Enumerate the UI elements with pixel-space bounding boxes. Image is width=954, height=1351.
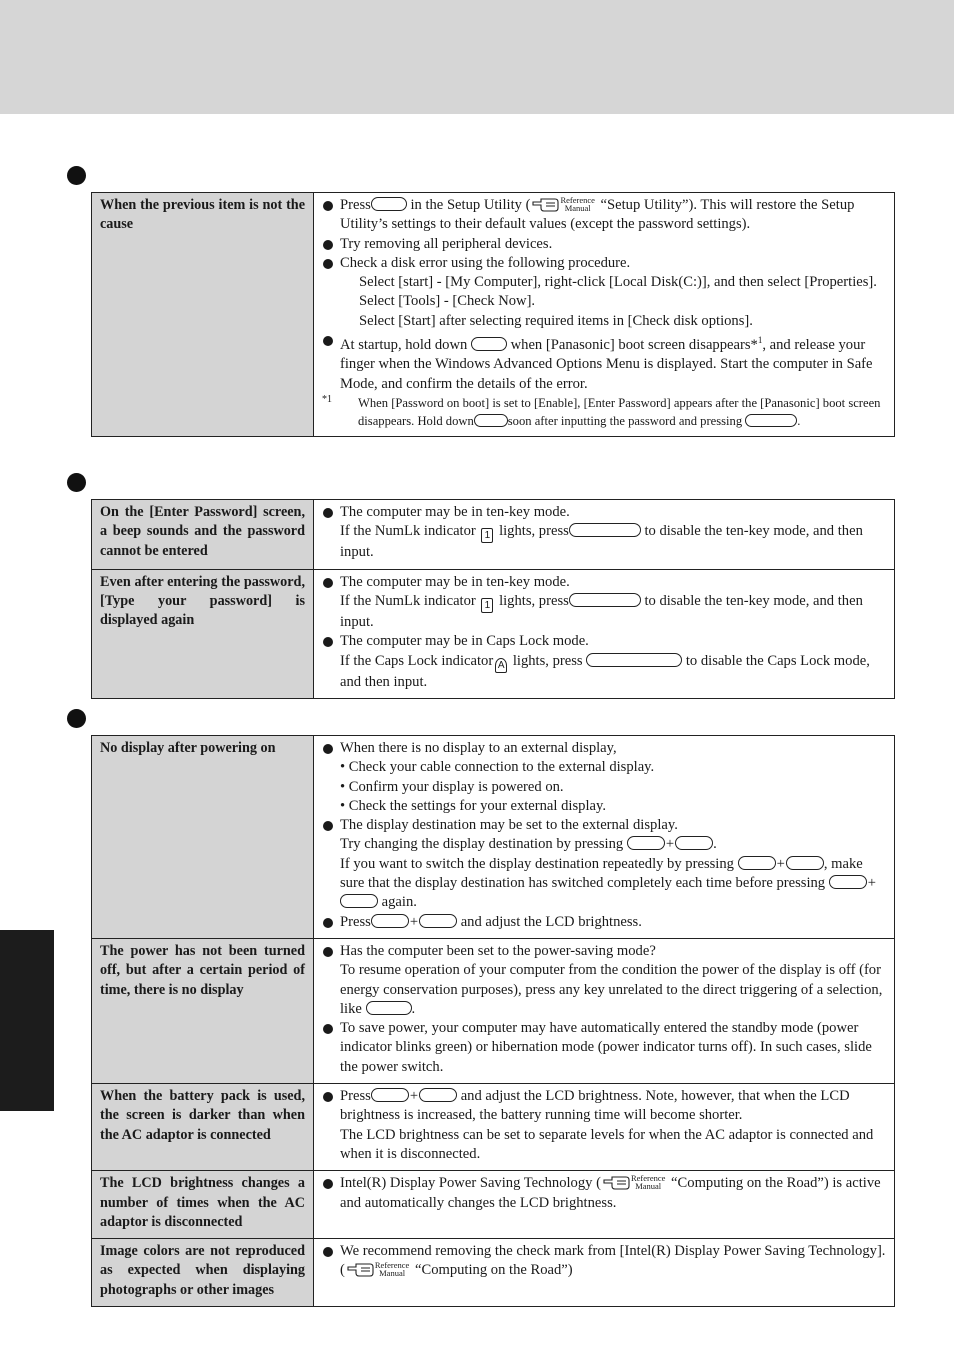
- list-item-detail: To resume operation of your computer from the condition the power of the display is off (for energy conservation purposes), press any key unrelated to the direct triggering of a selection, like .: [340, 962, 883, 1017]
- list-item-detail: If the NumLk indicator 1 lights, press to disable the ten-key mode, and then input.: [340, 523, 863, 561]
- table-row: [92, 736, 895, 939]
- footnote: *1 When [Password on boot] is set to [Enable], [Enter Password] appears after the [Panasonic] boot screen disappears. Hold down soon after inputting the password and pressing .: [322, 393, 881, 428]
- list-item-detail: If the Caps Lock indicator A lights, press to disable the Caps Lock mode, and then input.: [340, 652, 870, 690]
- list-item-detail: If you want to switch the display destination repeatedly by pressing + , make sure that the display destination has switched completely each time before pressing + again.: [340, 855, 876, 911]
- key-fn-icon: [738, 856, 776, 870]
- problem-cell: No display after powering on: [92, 736, 314, 939]
- list-item-detail: If the NumLk indicator 1 lights, press to disable the ten-key mode, and then input.: [340, 593, 863, 631]
- side-chapter-tab: [0, 930, 54, 1111]
- solution-cell: [314, 1171, 895, 1239]
- list-item: The display destination may be set to the external display.: [322, 816, 886, 835]
- key-fn-icon: [829, 875, 867, 889]
- list-item-detail: Try changing the display destination by pressing + .: [340, 836, 717, 853]
- list-item: Press + and adjust the LCD brightness. Note, however, that when the LCD brightness is increased, the battery running time will become shorter.: [322, 1087, 886, 1126]
- section-bullet-icon: [67, 473, 86, 492]
- table-row: [92, 938, 895, 1083]
- key-f3-icon: [675, 836, 713, 850]
- list-item: Press in the Setup Utility ( Reference Manual “Setup Utility”). This will restore the Setup Utility’s settings to their default values (except the password settings).: [322, 196, 886, 235]
- key-fn-icon: [627, 836, 665, 850]
- solution-cell: [314, 193, 895, 437]
- problem-cell: When the battery pack is used, the screen is darker than when the AC adaptor is connected: [92, 1084, 314, 1171]
- solution-cell: [314, 1084, 895, 1171]
- troubleshooting-table-2: [91, 499, 895, 699]
- troubleshooting-table-1: [91, 192, 895, 437]
- key-capslock-icon: [586, 653, 682, 667]
- list-item: Try removing all peripheral devices.: [322, 235, 886, 254]
- section-bullet-icon: [67, 166, 86, 185]
- problem-cell: Even after entering the password, [Type your password] is displayed again: [92, 569, 314, 698]
- key-enter-icon: [745, 414, 797, 427]
- problem-cell: On the [Enter Password] screen, a beep sounds and the password cannot be entered: [92, 500, 314, 570]
- key-f8-icon: [474, 414, 508, 427]
- solution-cell: [314, 938, 895, 1083]
- capslock-indicator-icon: A: [495, 658, 507, 673]
- key-fn-icon: [371, 914, 409, 928]
- problem-cell: Image colors are not reproduced as expected when displaying photographs or other images: [92, 1239, 314, 1307]
- list-item-detail: • Check your cable connection to the external display.: [340, 759, 655, 776]
- list-item: Intel(R) Display Power Saving Technology ( Reference Manual “Computing on the Road”) is active and automatically changes the LCD brightness.: [322, 1174, 886, 1213]
- list-item: The computer may be in ten-key mode.: [322, 503, 886, 522]
- table-row: [92, 193, 895, 437]
- procedure-step: Select [Tools] - [Check Now].: [359, 293, 536, 310]
- list-item: Has the computer been set to the power-saving mode?: [322, 942, 886, 961]
- key-numlk-icon: [569, 523, 641, 537]
- key-numlk-icon: [569, 593, 641, 607]
- key-fn-icon: [371, 1088, 409, 1102]
- table-row: [92, 1084, 895, 1171]
- key-f3-icon: [786, 856, 824, 870]
- key-f9-icon: [371, 197, 407, 211]
- numlk-indicator-icon: 1: [481, 598, 493, 613]
- problem-cell: The power has not been turned off, but after a certain period of time, there is no display: [92, 938, 314, 1083]
- key-f2-icon: [419, 914, 457, 928]
- list-item: The computer may be in ten-key mode.: [322, 573, 886, 592]
- list-item: The computer may be in Caps Lock mode.: [322, 632, 886, 651]
- key-ctrl-icon: [366, 1001, 412, 1015]
- table-row: [92, 1171, 895, 1239]
- key-f2-icon: [419, 1088, 457, 1102]
- numlk-indicator-icon: 1: [481, 528, 493, 543]
- list-item: We recommend removing the check mark from [Intel(R) Display Power Saving Technology]. ( Reference Manual “Computing on the Road”): [322, 1242, 886, 1281]
- reference-manual-icon: Reference Manual: [347, 1261, 409, 1277]
- procedure-step: Select [start] - [My Computer], right-click [Local Disk(C:)], and then select [Properties].: [359, 274, 877, 291]
- solution-cell: [314, 1239, 895, 1307]
- list-item-detail: The LCD brightness can be set to separate levels for when the AC adaptor is connected and when it is disconnected.: [340, 1126, 874, 1162]
- solution-cell: [314, 736, 895, 939]
- list-item: Check a disk error using the following procedure.: [322, 254, 886, 273]
- solution-cell: [314, 569, 895, 698]
- list-item: At startup, hold down when [Panasonic] boot screen disappears*$^1$, and release your finger when the Windows Advanced Options Menu is displayed. Start the computer in Safe Mode, and confirm the details of the error.: [322, 331, 886, 394]
- table-row: [92, 569, 895, 698]
- key-f3-icon: [340, 894, 378, 908]
- problem-cell: When the previous item is not the cause: [92, 193, 314, 437]
- list-item-detail: • Confirm your display is powered on.: [340, 778, 564, 795]
- solution-cell: [314, 500, 895, 570]
- header-band: [0, 0, 954, 114]
- procedure-step: Select [Start] after selecting required items in [Check disk options].: [359, 312, 753, 329]
- section-bullet-icon: [67, 709, 86, 728]
- list-item: When there is no display to an external display,: [322, 739, 886, 758]
- reference-manual-icon: Reference Manual: [532, 196, 594, 212]
- list-item-detail: • Check the settings for your external display.: [340, 797, 606, 814]
- table-row: [92, 500, 895, 570]
- reference-manual-icon: Reference Manual: [603, 1174, 665, 1190]
- troubleshooting-table-3: [91, 735, 895, 1307]
- list-item: Press + and adjust the LCD brightness.: [322, 913, 886, 932]
- problem-cell: The LCD brightness changes a number of times when the AC adaptor is disconnected: [92, 1171, 314, 1239]
- key-f8-icon: [471, 337, 507, 351]
- table-row: [92, 1239, 895, 1307]
- list-item: To save power, your computer may have automatically entered the standby mode (power indicator blinks green) or hibernation mode (power indicator turns off). In such cases, slide the power switch.: [322, 1019, 886, 1077]
